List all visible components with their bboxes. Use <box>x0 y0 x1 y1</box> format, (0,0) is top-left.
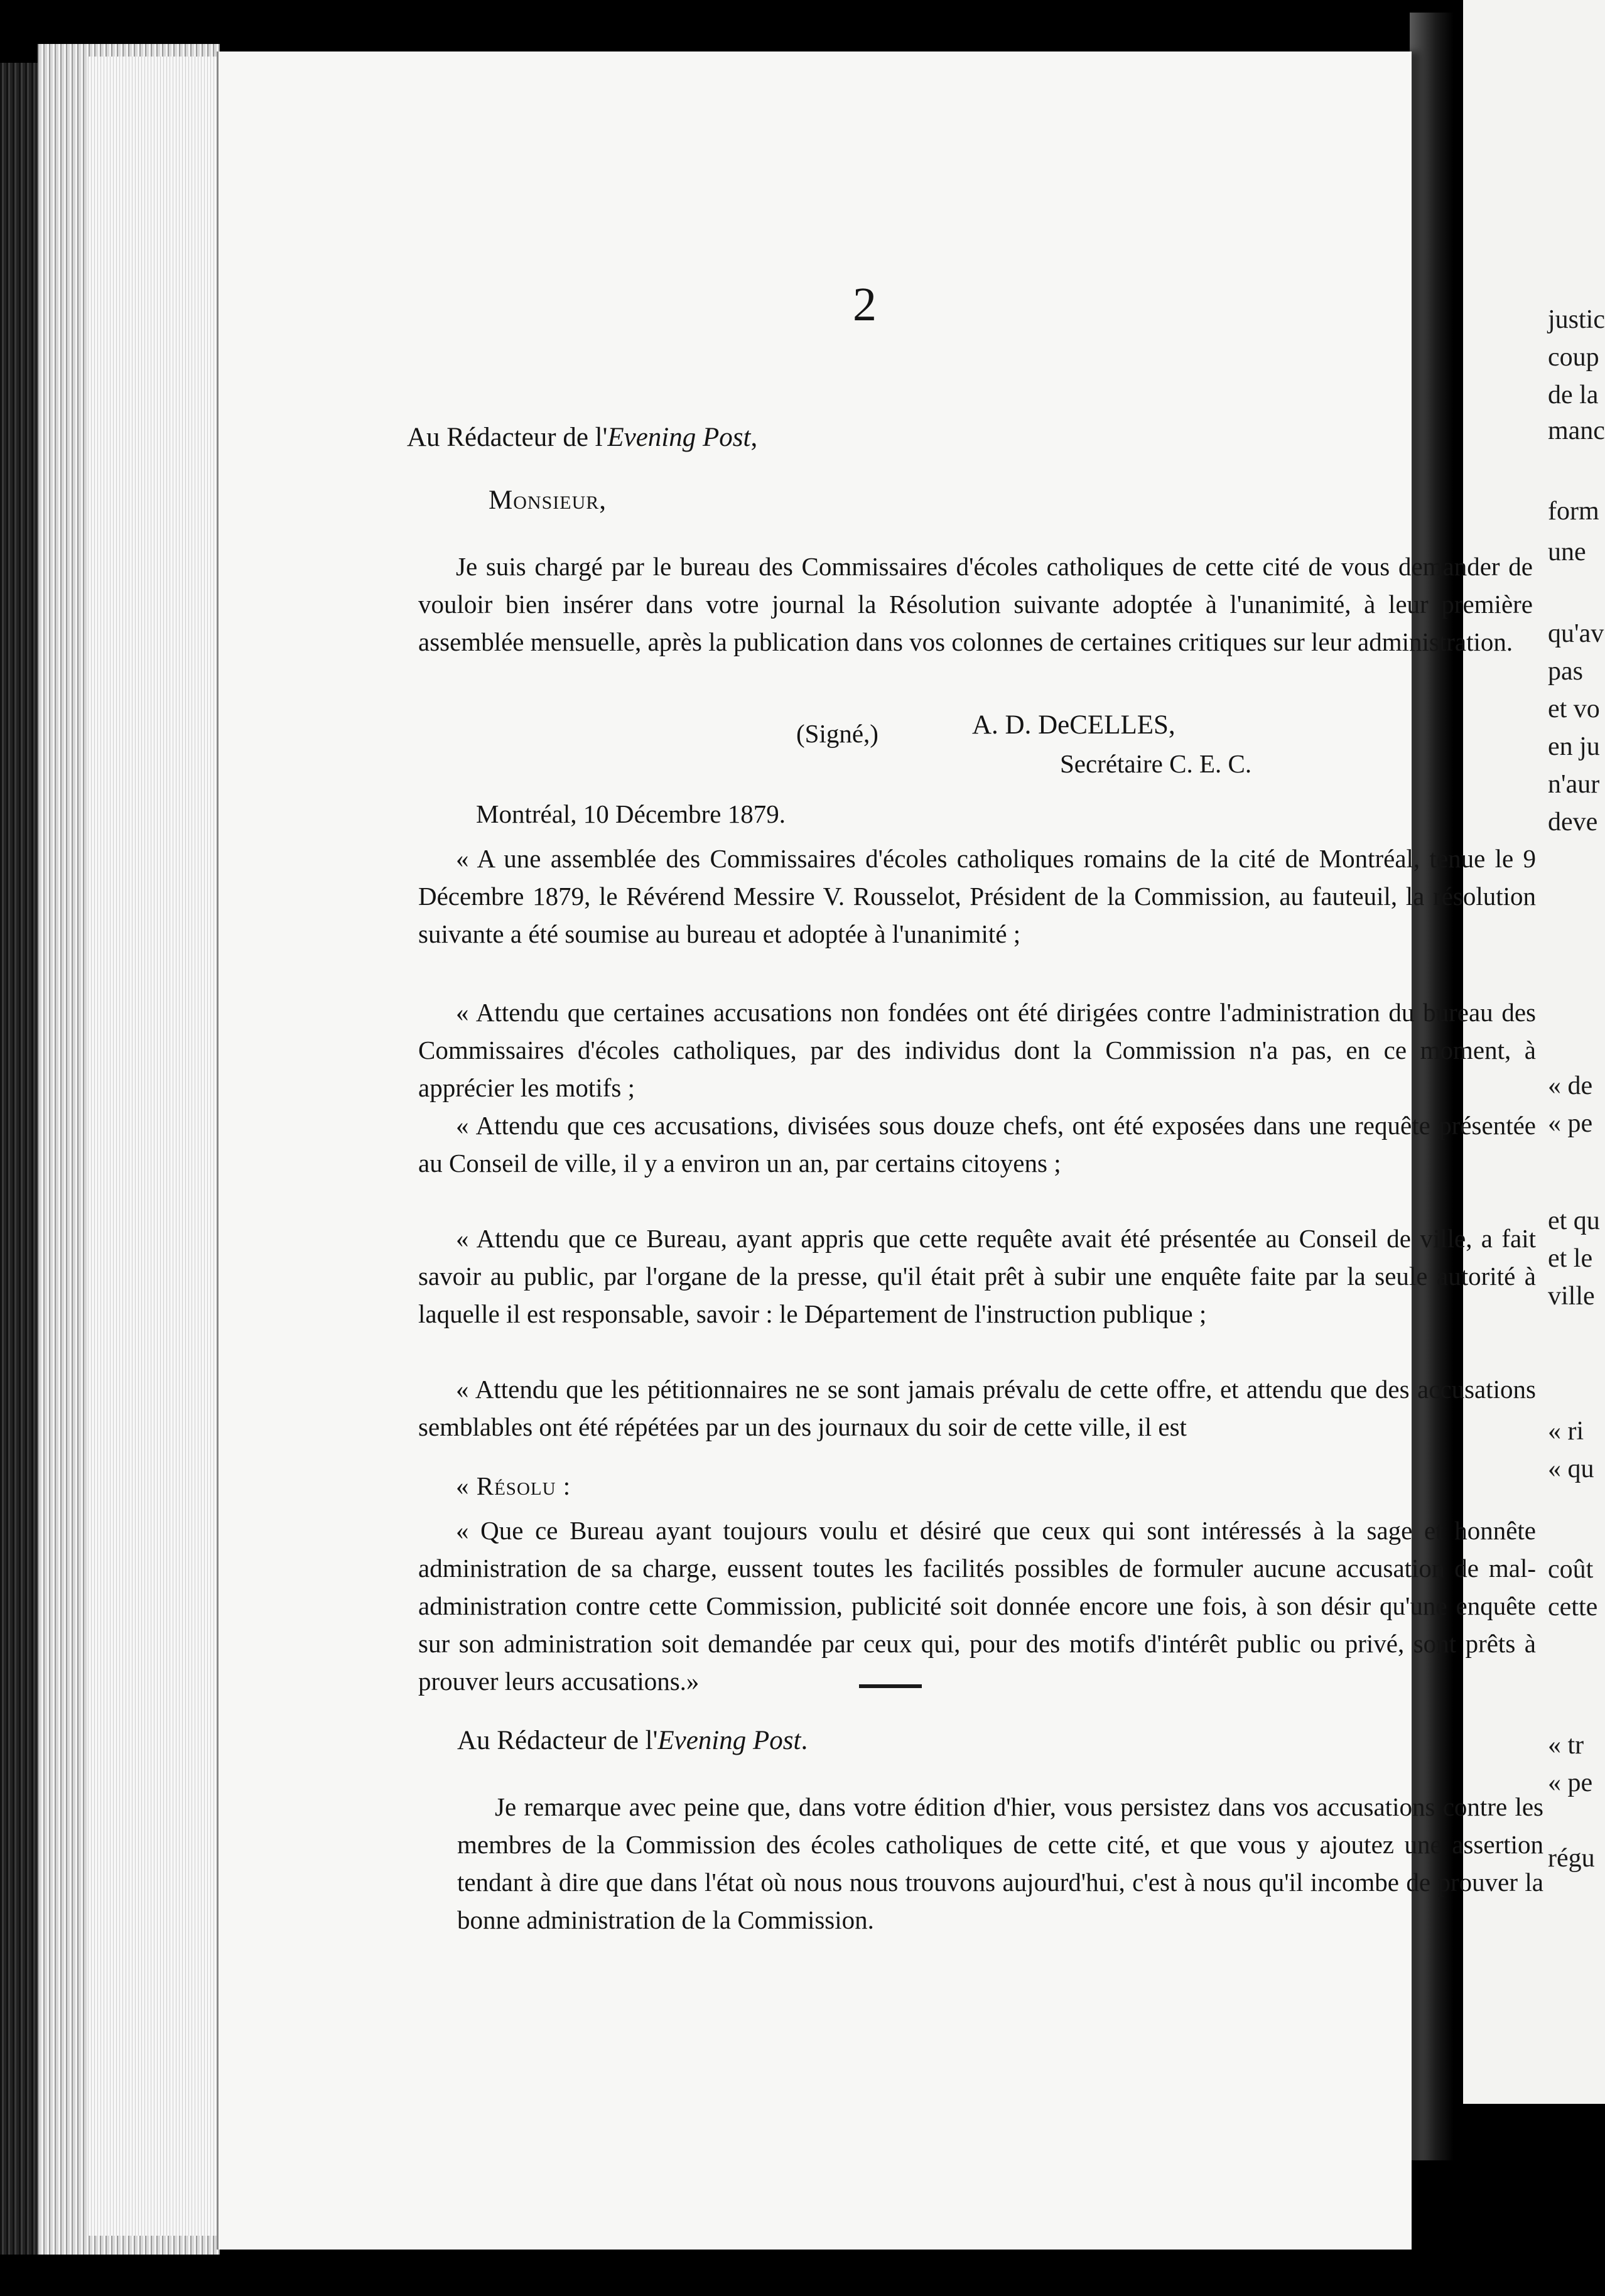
signer-name: A. D. DeCELLES, <box>972 710 1175 740</box>
facing-fragment: qu'av <box>1548 619 1604 648</box>
facing-fragment: ville <box>1548 1282 1595 1311</box>
facing-fragment: en ju <box>1548 732 1600 761</box>
newspaper-name: Evening Post <box>657 1726 801 1755</box>
facing-fragment: « de <box>1548 1071 1593 1100</box>
section-separator <box>859 1684 922 1688</box>
facing-fragment: « ri <box>1548 1417 1584 1446</box>
facing-fragment: et le <box>1548 1244 1593 1273</box>
resolution-paragraph-2: « Attendu que certaines accusations non fondées ont été dirigées contre l'administration du bureau des Commissaires d'écoles catholiques, par des individus dont la Commission n'a pas, en ce moment, à apprécier les motifs ; <box>418 998 1536 1102</box>
facing-fragment: régu <box>1548 1844 1595 1873</box>
facing-fragment: form <box>1548 497 1599 526</box>
facing-fragment: manc <box>1548 416 1605 445</box>
salutation-suffix: . <box>801 1726 808 1755</box>
signed-label: (Signé,) <box>796 719 878 748</box>
facing-fragment: « pe <box>1548 1768 1593 1797</box>
facing-fragment: deve <box>1548 808 1598 837</box>
salutation-prefix: Au Rédacteur de l' <box>457 1726 658 1755</box>
facing-fragment: de la <box>1548 381 1599 409</box>
salutation-2 <box>457 1725 808 1756</box>
salutation-suffix: , <box>750 423 758 452</box>
letter1-body: Je suis chargé par le bureau des Commissaires d'écoles catholiques de cette cité de vous demander de vouloir bien insérer dans votre journal la Résolution suivante adoptée à l'unanimité, à leur première assemblée mensuelle, après la publication dans vos colonnes de certaines critiques sur leur administration. <box>418 552 1533 656</box>
page-number: 2 <box>853 278 877 331</box>
facing-fragment: coup <box>1548 343 1599 372</box>
place-date: Montréal, 10 Décembre 1879. <box>476 799 786 828</box>
facing-fragment: et qu <box>1548 1206 1600 1235</box>
facing-fragment: n'aur <box>1548 770 1600 799</box>
facing-fragment: cette <box>1548 1593 1598 1622</box>
facing-fragment: « pe <box>1548 1109 1593 1138</box>
resolution-paragraph-3: « Attendu que ces accusations, divisées sous douze chefs, ont été exposées dans une requête présentée au Conseil de ville, il y a environ un an, par certains citoyens ; <box>418 1111 1536 1178</box>
resolu-heading: « Résolu : <box>456 1471 571 1500</box>
salutation <box>407 422 757 453</box>
resolution-paragraph-4: « Attendu que ce Bureau, ayant appris que cette requête avait été présentée au Conseil de ville, a fait savoir au public, par l'organe de la presse, qu'il était prêt à subir une enquête faite par la seule autorité à laquelle il est responsable, savoir : le Département de l'instruction publique ; <box>418 1224 1536 1328</box>
facing-fragment: pas <box>1548 657 1583 686</box>
resolution-paragraph-6: « Que ce Bureau ayant toujours voulu et désiré que ceux qui sont intéressés à la sage et honnête administration de sa charge, eussent toutes les facilités possibles de formuler aucune accusation de mal-administration contre cette Commission, publicité soit donnée encore une fois, à son désir qu'une enquête sur son administration soit demandée par ceux qui, pour des motifs d'intérêt public ou privé, sont prêts à prouver leurs accusations.» <box>418 1516 1536 1696</box>
facing-fragment: justic <box>1548 305 1605 334</box>
facing-fragment: « tr <box>1548 1731 1584 1760</box>
letter2-body: Je remarque avec peine que, dans votre édition d'hier, vous persistez dans vos accusations contre les membres de la Commission des écoles catholiques de cette cité, et que vous y ajoutez une assertion tendant à dire que dans l'état où nous nous trouvons aujourd'hui, c'est à nous qu'il incombe de prouver la bonne administration de la Commission. <box>457 1792 1543 1934</box>
facing-fragment: coût <box>1548 1555 1594 1584</box>
resolution-paragraph-5: « Attendu que les pétitionnaires ne se sont jamais prévalu de cette offre, et attendu que des accusations semblables ont été répétées par un des journaux du soir de cette ville, il est <box>418 1375 1536 1441</box>
facing-fragment: et vo <box>1548 695 1600 723</box>
resolution-paragraph-1: « A une assemblée des Commissaires d'écoles catholiques romains de la cité de Montréal, tenue le 9 Décembre 1879, le Révérend Messire V. Rousselot, Président de la Commission, au fauteuil, la résolution suivante a été soumise au bureau et adoptée à l'unanimité ; <box>418 844 1536 948</box>
greeting: Monsieur, <box>489 485 607 515</box>
facing-fragment: « qu <box>1548 1454 1594 1483</box>
salutation-prefix: Au Rédacteur de l' <box>407 423 608 452</box>
facing-fragment: une <box>1548 538 1586 566</box>
document-page <box>217 51 1543 2250</box>
signer-title: Secrétaire C. E. C. <box>1060 749 1252 778</box>
page-stack-edges-inner <box>88 57 232 2236</box>
newspaper-name: Evening Post <box>607 423 751 452</box>
